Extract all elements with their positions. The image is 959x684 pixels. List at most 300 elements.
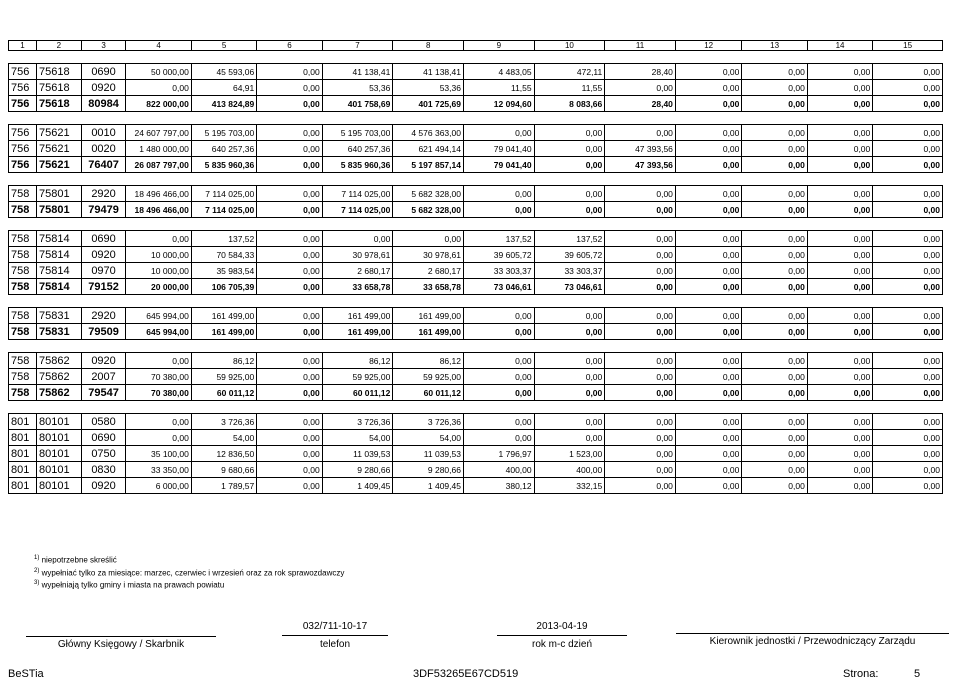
amount-cell: 0,00 bbox=[605, 125, 676, 141]
amount-cell: 0,00 bbox=[807, 263, 872, 279]
document-code: 3DF53265E67CD519 bbox=[413, 668, 519, 680]
column-number: 12 bbox=[675, 41, 741, 51]
chapter-cell: 75814 bbox=[37, 247, 82, 263]
amount-cell: 0,00 bbox=[742, 478, 807, 494]
amount-cell: 0,00 bbox=[742, 324, 807, 340]
paragraph-cell: 79152 bbox=[81, 279, 126, 295]
paragraph-cell: 0010 bbox=[81, 125, 126, 141]
section-cell: 756 bbox=[9, 125, 37, 141]
amount-cell: 0,00 bbox=[873, 430, 943, 446]
amount-cell: 39 605,72 bbox=[463, 247, 534, 263]
paragraph-cell: 0920 bbox=[81, 353, 126, 369]
column-number: 5 bbox=[191, 41, 256, 51]
amount-cell: 0,00 bbox=[534, 324, 605, 340]
amount-cell: 9 280,66 bbox=[322, 462, 393, 478]
amount-cell: 0,00 bbox=[742, 446, 807, 462]
amount-cell: 7 114 025,00 bbox=[191, 186, 256, 202]
table-row bbox=[9, 308, 943, 324]
amount-cell: 10 000,00 bbox=[126, 263, 191, 279]
amount-cell: 41 138,41 bbox=[393, 64, 464, 80]
amount-cell: 0,00 bbox=[675, 353, 741, 369]
amount-cell: 0,00 bbox=[675, 202, 741, 218]
amount-cell: 0,00 bbox=[126, 231, 191, 247]
section-cell: 758 bbox=[9, 247, 37, 263]
chapter-cell: 75831 bbox=[37, 308, 82, 324]
section-cell: 758 bbox=[9, 353, 37, 369]
amount-cell: 5 197 857,14 bbox=[393, 157, 464, 173]
amount-cell: 161 499,00 bbox=[191, 324, 256, 340]
paragraph-cell: 79547 bbox=[81, 385, 126, 401]
amount-cell: 0,00 bbox=[322, 231, 393, 247]
column-number: 1 bbox=[9, 41, 37, 51]
page-number: 5 bbox=[914, 668, 921, 680]
column-number: 4 bbox=[126, 41, 191, 51]
paragraph-cell: 80984 bbox=[81, 96, 126, 112]
section-cell: 758 bbox=[9, 231, 37, 247]
footnote-2: $^{2)}$ wypełniać tylko za miesiące: marzec, czerwiec i wrzesień oraz za rok sprawozdawczy bbox=[34, 567, 345, 578]
amount-cell: 0,00 bbox=[873, 353, 943, 369]
amount-cell: 0,00 bbox=[873, 157, 943, 173]
table-row bbox=[9, 80, 943, 96]
amount-cell: 6 000,00 bbox=[126, 478, 191, 494]
paragraph-cell: 0920 bbox=[81, 478, 126, 494]
amount-cell: 11,55 bbox=[534, 80, 605, 96]
amount-cell: 5 682 328,00 bbox=[393, 186, 464, 202]
table-row bbox=[9, 247, 943, 263]
amount-cell: 0,00 bbox=[534, 186, 605, 202]
amount-cell: 0,00 bbox=[742, 263, 807, 279]
table-row bbox=[9, 478, 943, 494]
amount-cell: 0,00 bbox=[675, 279, 741, 295]
amount-cell: 0,00 bbox=[463, 125, 534, 141]
amount-cell: 400,00 bbox=[534, 462, 605, 478]
amount-cell: 86,12 bbox=[191, 353, 256, 369]
amount-cell: 9 680,66 bbox=[191, 462, 256, 478]
amount-cell: 0,00 bbox=[742, 247, 807, 263]
amount-cell: 0,00 bbox=[257, 186, 322, 202]
chapter-cell: 75801 bbox=[37, 202, 82, 218]
amount-cell: 0,00 bbox=[605, 202, 676, 218]
paragraph-cell: 2920 bbox=[81, 186, 126, 202]
amount-cell: 54,00 bbox=[322, 430, 393, 446]
amount-cell: 70 584,33 bbox=[191, 247, 256, 263]
amount-cell: 0,00 bbox=[873, 247, 943, 263]
amount-cell: 0,00 bbox=[257, 353, 322, 369]
date-value: 2013-04-19 bbox=[536, 621, 588, 632]
amount-cell: 0,00 bbox=[807, 64, 872, 80]
section-cell: 758 bbox=[9, 202, 37, 218]
amount-cell: 0,00 bbox=[605, 231, 676, 247]
chapter-cell: 80101 bbox=[37, 414, 82, 430]
amount-cell: 161 499,00 bbox=[322, 324, 393, 340]
phone-line bbox=[282, 635, 388, 636]
amount-cell: 0,00 bbox=[463, 324, 534, 340]
amount-cell: 86,12 bbox=[322, 353, 393, 369]
amount-cell: 0,00 bbox=[257, 125, 322, 141]
amount-cell: 0,00 bbox=[605, 462, 676, 478]
spacer-cell bbox=[9, 51, 943, 64]
amount-cell: 822 000,00 bbox=[126, 96, 191, 112]
amount-cell: 0,00 bbox=[873, 478, 943, 494]
amount-cell: 0,00 bbox=[873, 324, 943, 340]
amount-cell: 0,00 bbox=[257, 478, 322, 494]
amount-cell: 1 480 000,00 bbox=[126, 141, 191, 157]
amount-cell: 0,00 bbox=[463, 414, 534, 430]
amount-cell: 0,00 bbox=[463, 202, 534, 218]
spacer-cell bbox=[9, 112, 943, 125]
amount-cell: 0,00 bbox=[257, 141, 322, 157]
amount-cell: 5 835 960,36 bbox=[322, 157, 393, 173]
amount-cell: 1 789,57 bbox=[191, 478, 256, 494]
amount-cell: 0,00 bbox=[742, 279, 807, 295]
amount-cell: 0,00 bbox=[742, 202, 807, 218]
amount-cell: 0,00 bbox=[675, 462, 741, 478]
amount-cell: 2 680,17 bbox=[322, 263, 393, 279]
amount-cell: 0,00 bbox=[257, 385, 322, 401]
amount-cell: 0,00 bbox=[534, 157, 605, 173]
table-row bbox=[9, 369, 943, 385]
group-spacer bbox=[9, 51, 943, 64]
amount-cell: 0,00 bbox=[257, 279, 322, 295]
amount-cell: 59 925,00 bbox=[322, 369, 393, 385]
amount-cell: 79 041,40 bbox=[463, 141, 534, 157]
amount-cell: 0,00 bbox=[534, 353, 605, 369]
chapter-cell: 75862 bbox=[37, 385, 82, 401]
amount-cell: 45 593,06 bbox=[191, 64, 256, 80]
paragraph-cell: 0580 bbox=[81, 414, 126, 430]
amount-cell: 0,00 bbox=[675, 369, 741, 385]
head-label: Kierownik jednostki / Przewodniczący Zarządu bbox=[709, 636, 916, 647]
amount-cell: 0,00 bbox=[675, 414, 741, 430]
amount-cell: 0,00 bbox=[675, 157, 741, 173]
amount-cell: 0,00 bbox=[605, 279, 676, 295]
amount-cell: 0,00 bbox=[873, 279, 943, 295]
amount-cell: 0,00 bbox=[807, 478, 872, 494]
amount-cell: 0,00 bbox=[605, 263, 676, 279]
chapter-cell: 75621 bbox=[37, 157, 82, 173]
chapter-cell: 80101 bbox=[37, 478, 82, 494]
amount-cell: 0,00 bbox=[463, 353, 534, 369]
section-cell: 801 bbox=[9, 462, 37, 478]
chapter-cell: 75618 bbox=[37, 64, 82, 80]
table-row bbox=[9, 231, 943, 247]
amount-cell: 59 925,00 bbox=[393, 369, 464, 385]
amount-cell: 621 494,14 bbox=[393, 141, 464, 157]
amount-cell: 0,00 bbox=[126, 80, 191, 96]
amount-cell: 7 114 025,00 bbox=[191, 202, 256, 218]
spacer-cell bbox=[9, 295, 943, 308]
amount-cell: 30 978,61 bbox=[322, 247, 393, 263]
amount-cell: 33 303,37 bbox=[463, 263, 534, 279]
amount-cell: 137,52 bbox=[191, 231, 256, 247]
subtotal-row bbox=[9, 385, 943, 401]
spacer-cell bbox=[9, 218, 943, 231]
amount-cell: 0,00 bbox=[873, 186, 943, 202]
group-spacer bbox=[9, 112, 943, 125]
amount-cell: 0,00 bbox=[393, 231, 464, 247]
amount-cell: 50 000,00 bbox=[126, 64, 191, 80]
amount-cell: 0,00 bbox=[742, 64, 807, 80]
amount-cell: 0,00 bbox=[807, 202, 872, 218]
amount-cell: 41 138,41 bbox=[322, 64, 393, 80]
subtotal-row bbox=[9, 324, 943, 340]
section-cell: 758 bbox=[9, 279, 37, 295]
amount-cell: 0,00 bbox=[257, 414, 322, 430]
amount-cell: 0,00 bbox=[534, 369, 605, 385]
amount-cell: 0,00 bbox=[257, 80, 322, 96]
amount-cell: 11 039,53 bbox=[393, 446, 464, 462]
amount-cell: 0,00 bbox=[742, 231, 807, 247]
amount-cell: 0,00 bbox=[675, 324, 741, 340]
amount-cell: 645 994,00 bbox=[126, 324, 191, 340]
section-cell: 758 bbox=[9, 324, 37, 340]
amount-cell: 0,00 bbox=[873, 263, 943, 279]
amount-cell: 0,00 bbox=[534, 125, 605, 141]
amount-cell: 0,00 bbox=[807, 324, 872, 340]
amount-cell: 0,00 bbox=[463, 385, 534, 401]
amount-cell: 413 824,89 bbox=[191, 96, 256, 112]
amount-cell: 0,00 bbox=[675, 385, 741, 401]
amount-cell: 0,00 bbox=[605, 414, 676, 430]
amount-cell: 0,00 bbox=[742, 186, 807, 202]
amount-cell: 35 983,54 bbox=[191, 263, 256, 279]
amount-cell: 5 682 328,00 bbox=[393, 202, 464, 218]
amount-cell: 0,00 bbox=[873, 125, 943, 141]
page-label: Strona: bbox=[843, 668, 879, 680]
table-row bbox=[9, 353, 943, 369]
amount-cell: 0,00 bbox=[126, 414, 191, 430]
spacer-cell bbox=[9, 173, 943, 186]
section-cell: 801 bbox=[9, 446, 37, 462]
amount-cell: 0,00 bbox=[873, 80, 943, 96]
amount-cell: 0,00 bbox=[742, 308, 807, 324]
amount-cell: 0,00 bbox=[605, 353, 676, 369]
paragraph-cell: 2920 bbox=[81, 308, 126, 324]
amount-cell: 0,00 bbox=[675, 64, 741, 80]
amount-cell: 0,00 bbox=[605, 478, 676, 494]
paragraph-cell: 0920 bbox=[81, 247, 126, 263]
phone-label: telefon bbox=[319, 639, 351, 650]
amount-cell: 0,00 bbox=[807, 414, 872, 430]
amount-cell: 0,00 bbox=[742, 462, 807, 478]
amount-cell: 11,55 bbox=[463, 80, 534, 96]
section-cell: 758 bbox=[9, 308, 37, 324]
column-number: 11 bbox=[605, 41, 676, 51]
amount-cell: 0,00 bbox=[257, 324, 322, 340]
amount-cell: 0,00 bbox=[742, 96, 807, 112]
amount-cell: 28,40 bbox=[605, 96, 676, 112]
amount-cell: 0,00 bbox=[807, 462, 872, 478]
accountant-signature-line bbox=[26, 636, 216, 637]
amount-cell: 161 499,00 bbox=[191, 308, 256, 324]
table-row bbox=[9, 446, 943, 462]
date-label: rok m-c dzień bbox=[531, 639, 592, 650]
amount-cell: 12 836,50 bbox=[191, 446, 256, 462]
amount-cell: 0,00 bbox=[807, 369, 872, 385]
section-cell: 758 bbox=[9, 369, 37, 385]
amount-cell: 33 350,00 bbox=[126, 462, 191, 478]
group-spacer bbox=[9, 173, 943, 186]
column-number: 6 bbox=[257, 41, 322, 51]
amount-cell: 20 000,00 bbox=[126, 279, 191, 295]
amount-cell: 0,00 bbox=[257, 369, 322, 385]
column-number: 10 bbox=[534, 41, 605, 51]
amount-cell: 0,00 bbox=[807, 308, 872, 324]
chapter-cell: 75618 bbox=[37, 96, 82, 112]
chapter-cell: 80101 bbox=[37, 430, 82, 446]
amount-cell: 0,00 bbox=[605, 385, 676, 401]
section-cell: 756 bbox=[9, 64, 37, 80]
date-line bbox=[497, 635, 627, 636]
amount-cell: 137,52 bbox=[534, 231, 605, 247]
amount-cell: 0,00 bbox=[742, 125, 807, 141]
amount-cell: 35 100,00 bbox=[126, 446, 191, 462]
group-spacer bbox=[9, 295, 943, 308]
amount-cell: 47 393,56 bbox=[605, 157, 676, 173]
amount-cell: 7 114 025,00 bbox=[322, 202, 393, 218]
paragraph-cell: 76407 bbox=[81, 157, 126, 173]
amount-cell: 0,00 bbox=[257, 202, 322, 218]
paragraph-cell: 0690 bbox=[81, 430, 126, 446]
amount-cell: 0,00 bbox=[807, 446, 872, 462]
table-row bbox=[9, 141, 943, 157]
amount-cell: 86,12 bbox=[393, 353, 464, 369]
amount-cell: 0,00 bbox=[807, 157, 872, 173]
amount-cell: 0,00 bbox=[873, 141, 943, 157]
paragraph-cell: 0690 bbox=[81, 64, 126, 80]
group-spacer bbox=[9, 218, 943, 231]
amount-cell: 0,00 bbox=[675, 478, 741, 494]
amount-cell: 0,00 bbox=[742, 353, 807, 369]
paragraph-cell: 2007 bbox=[81, 369, 126, 385]
amount-cell: 12 094,60 bbox=[463, 96, 534, 112]
column-number: 9 bbox=[463, 41, 534, 51]
section-cell: 756 bbox=[9, 96, 37, 112]
column-number: 3 bbox=[81, 41, 126, 51]
amount-cell: 11 039,53 bbox=[322, 446, 393, 462]
paragraph-cell: 0970 bbox=[81, 263, 126, 279]
amount-cell: 0,00 bbox=[126, 430, 191, 446]
amount-cell: 79 041,40 bbox=[463, 157, 534, 173]
amount-cell: 400,00 bbox=[463, 462, 534, 478]
amount-cell: 0,00 bbox=[675, 80, 741, 96]
amount-cell: 0,00 bbox=[534, 385, 605, 401]
chapter-cell: 75814 bbox=[37, 231, 82, 247]
amount-cell: 0,00 bbox=[605, 446, 676, 462]
amount-cell: 0,00 bbox=[807, 231, 872, 247]
amount-cell: 1 409,45 bbox=[393, 478, 464, 494]
amount-cell: 73 046,61 bbox=[534, 279, 605, 295]
section-cell: 756 bbox=[9, 141, 37, 157]
amount-cell: 0,00 bbox=[742, 141, 807, 157]
amount-cell: 0,00 bbox=[873, 202, 943, 218]
amount-cell: 53,36 bbox=[322, 80, 393, 96]
subtotal-row bbox=[9, 157, 943, 173]
section-cell: 758 bbox=[9, 186, 37, 202]
amount-cell: 0,00 bbox=[257, 446, 322, 462]
table-row bbox=[9, 462, 943, 478]
amount-cell: 0,00 bbox=[257, 462, 322, 478]
amount-cell: 8 083,66 bbox=[534, 96, 605, 112]
accountant-label: Główny Księgowy / Skarbnik bbox=[57, 639, 185, 650]
budget-table bbox=[8, 40, 943, 494]
amount-cell: 2 680,17 bbox=[393, 263, 464, 279]
amount-cell: 645 994,00 bbox=[126, 308, 191, 324]
column-number: 7 bbox=[322, 41, 393, 51]
amount-cell: 0,00 bbox=[534, 202, 605, 218]
amount-cell: 9 280,66 bbox=[393, 462, 464, 478]
amount-cell: 0,00 bbox=[534, 308, 605, 324]
amount-cell: 0,00 bbox=[807, 247, 872, 263]
amount-cell: 1 409,45 bbox=[322, 478, 393, 494]
amount-cell: 0,00 bbox=[675, 231, 741, 247]
amount-cell: 0,00 bbox=[534, 141, 605, 157]
amount-cell: 10 000,00 bbox=[126, 247, 191, 263]
amount-cell: 0,00 bbox=[605, 247, 676, 263]
column-number: 2 bbox=[37, 41, 82, 51]
amount-cell: 0,00 bbox=[257, 263, 322, 279]
table-row bbox=[9, 186, 943, 202]
amount-cell: 4 483,05 bbox=[463, 64, 534, 80]
spacer-cell bbox=[9, 340, 943, 353]
paragraph-cell: 0750 bbox=[81, 446, 126, 462]
chapter-cell: 75621 bbox=[37, 141, 82, 157]
amount-cell: 30 978,61 bbox=[393, 247, 464, 263]
amount-cell: 0,00 bbox=[742, 80, 807, 96]
amount-cell: 472,11 bbox=[534, 64, 605, 80]
amount-cell: 0,00 bbox=[463, 308, 534, 324]
amount-cell: 0,00 bbox=[257, 64, 322, 80]
amount-cell: 4 576 363,00 bbox=[393, 125, 464, 141]
amount-cell: 0,00 bbox=[605, 186, 676, 202]
amount-cell: 161 499,00 bbox=[322, 308, 393, 324]
amount-cell: 0,00 bbox=[257, 231, 322, 247]
chapter-cell: 75814 bbox=[37, 279, 82, 295]
chapter-cell: 75862 bbox=[37, 353, 82, 369]
amount-cell: 3 726,36 bbox=[191, 414, 256, 430]
column-number: 15 bbox=[873, 41, 943, 51]
amount-cell: 3 726,36 bbox=[393, 414, 464, 430]
chapter-cell: 75621 bbox=[37, 125, 82, 141]
subtotal-row bbox=[9, 96, 943, 112]
amount-cell: 0,00 bbox=[534, 430, 605, 446]
amount-cell: 0,00 bbox=[873, 64, 943, 80]
amount-cell: 161 499,00 bbox=[393, 324, 464, 340]
amount-cell: 137,52 bbox=[463, 231, 534, 247]
amount-cell: 0,00 bbox=[873, 414, 943, 430]
head-signature-line bbox=[676, 633, 949, 634]
amount-cell: 5 195 703,00 bbox=[322, 125, 393, 141]
amount-cell: 0,00 bbox=[873, 385, 943, 401]
paragraph-cell: 0020 bbox=[81, 141, 126, 157]
section-cell: 801 bbox=[9, 430, 37, 446]
amount-cell: 47 393,56 bbox=[605, 141, 676, 157]
amount-cell: 0,00 bbox=[675, 308, 741, 324]
amount-cell: 18 496 466,00 bbox=[126, 202, 191, 218]
chapter-cell: 75814 bbox=[37, 263, 82, 279]
amount-cell: 0,00 bbox=[742, 369, 807, 385]
amount-cell: 0,00 bbox=[742, 157, 807, 173]
amount-cell: 640 257,36 bbox=[191, 141, 256, 157]
amount-cell: 54,00 bbox=[191, 430, 256, 446]
amount-cell: 0,00 bbox=[463, 186, 534, 202]
group-spacer bbox=[9, 340, 943, 353]
amount-cell: 0,00 bbox=[463, 369, 534, 385]
amount-cell: 5 835 960,36 bbox=[191, 157, 256, 173]
amount-cell: 0,00 bbox=[675, 430, 741, 446]
amount-cell: 0,00 bbox=[605, 80, 676, 96]
amount-cell: 0,00 bbox=[534, 414, 605, 430]
